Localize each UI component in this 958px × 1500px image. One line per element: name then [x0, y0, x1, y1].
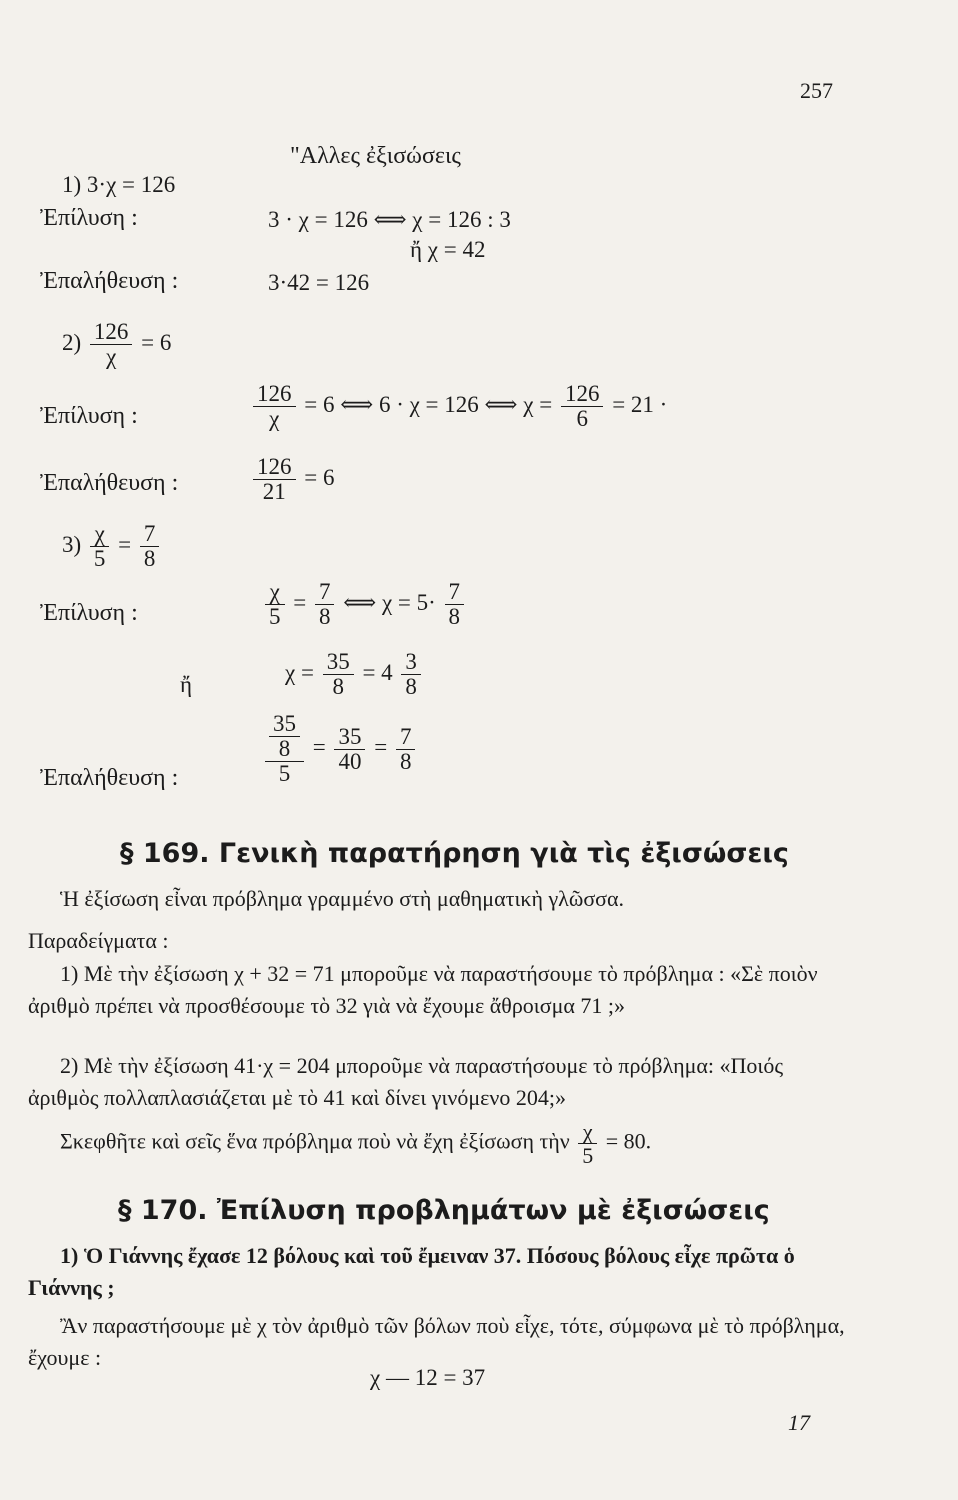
- ex2-solve-end: = 21 ·: [612, 391, 668, 417]
- ex2-solve-num: 126: [253, 382, 296, 407]
- ex1-verify: 3·42 = 126: [268, 270, 370, 295]
- footer-number: 17: [788, 1410, 810, 1435]
- section-heading: "Αλλες ἐξισώσεις: [290, 143, 461, 169]
- ex3-line2: [285, 650, 424, 699]
- ex3-equals: =: [118, 531, 132, 557]
- ex3-s-den3: 8: [448, 604, 461, 630]
- ex1-solve-line2: ἤ χ = 42: [410, 237, 486, 262]
- ex2-title: [62, 320, 171, 369]
- ex3-v-eq2: =: [374, 734, 388, 760]
- ex3-s-frac3: [445, 580, 465, 629]
- ex3-a-den: 5: [93, 546, 106, 572]
- ex3-l2-num2: 3: [401, 650, 421, 675]
- ex3-b-num: 7: [140, 522, 160, 547]
- ex3-l2-mid: = 4: [362, 659, 393, 685]
- think-end: = 80.: [605, 1128, 652, 1154]
- ex2-verify: [250, 455, 334, 504]
- ex3-frac-b: [140, 522, 160, 571]
- ex3-v-den3: 8: [399, 748, 412, 774]
- ex3-s-eq: =: [293, 589, 307, 615]
- section-170-title: § 170. Ἐπίλυση προβλημάτων μὲ ἐξισώσεις: [118, 1195, 770, 1226]
- ex1-title: 1) 3·χ = 126: [62, 172, 176, 197]
- section-169-title: § 169. Γενικὴ παρατήρηση γιὰ τὶς ἐξισώσεις: [120, 838, 789, 869]
- section-169-intro: Ἡ ἐξίσωση εἶναι πρόβλημα γραμμένο στὴ μαθηματικὴ γλῶσσα.: [60, 886, 625, 911]
- ex3-l2-frac2: [401, 650, 421, 699]
- ex3-s-frac2: [315, 580, 335, 629]
- ex1-solution-label: Ἐπίλυση :: [40, 205, 138, 231]
- example-item-2: 2) Μὲ τὴν ἐξίσωση 41·χ = 204 μποροῦμε νὰ παραστήσουμε τὸ πρόβλημα: «Ποιός ἀριθμὸς πολλαπλασιάζεται μὲ τὸ 41 καὶ δίνει γινόμενο 204;»: [28, 1053, 784, 1110]
- ex2-verify-num: 126: [253, 455, 296, 480]
- ex3-v-inner-num: 35: [269, 712, 300, 737]
- think-text: Σκεφθῆτε καὶ σεῖς ἕνα πρόβλημα ποὺ νὰ ἔχη ἐξίσωση τὴν: [60, 1128, 570, 1154]
- ex2-verify-end: = 6: [304, 464, 335, 490]
- think-num: χ: [578, 1120, 597, 1144]
- ex2-frac-num: 126: [90, 320, 133, 345]
- ex2-verify-den: 21: [262, 479, 286, 505]
- ex3-l2-den1: 8: [332, 674, 344, 700]
- example-item-1: 1) Μὲ τὴν ἐξίσωση χ + 32 = 71 μποροῦμε νὰ παραστήσουμε τὸ πρόβλημα : «Σὲ ποιὸν ἀριθμὸ πρέπει νὰ προσθέσουμε τὸ 32 γιὰ νὰ ἔχουμε ἄθροισμα 71 ;»: [28, 961, 818, 1018]
- ex3-verify: [262, 712, 418, 786]
- ex3-or: ἤ: [180, 672, 193, 697]
- ex2-number: 2): [62, 329, 82, 355]
- think-fraction: [578, 1120, 597, 1167]
- ex3-s-num1: χ: [265, 580, 285, 605]
- ex2-solve-mid: = 6 ⟺ 6 · χ = 126 ⟺ χ =: [304, 391, 553, 417]
- ex2-rhs: = 6: [141, 329, 172, 355]
- ex2-solve-frac2: [561, 382, 604, 431]
- ex3-frac-a: [90, 522, 110, 571]
- ex3-l2-frac1: [323, 650, 354, 699]
- ex3-verification-label: Ἐπαλήθευση :: [40, 765, 179, 791]
- ex2-solve-den: χ: [269, 406, 280, 432]
- ex3-l2-num1: 35: [323, 650, 354, 675]
- problem-1-equation: χ — 12 = 37: [370, 1365, 486, 1390]
- ex3-s-den2: 8: [318, 604, 331, 630]
- ex3-l2-den2: 8: [405, 674, 417, 700]
- examples-label: Παραδείγματα :: [28, 928, 169, 953]
- ex2-solve-frac: [253, 382, 296, 431]
- ex3-v-frac3: [396, 725, 416, 774]
- ex2-frac-den: χ: [106, 344, 117, 370]
- ex3-v-complex: [265, 712, 304, 786]
- ex3-v-num2: 35: [334, 725, 365, 750]
- ex3-number: 3): [62, 531, 82, 557]
- ex3-v-complex-den: 5: [278, 761, 291, 787]
- ex1-verification-label: Ἐπαλήθευση :: [40, 268, 179, 294]
- ex2-solve-den2: 6: [576, 406, 588, 432]
- problem-1-setup: Ἂν παραστήσουμε μὲ χ τὸν ἀριθμὸ τῶν βόλων ποὺ εἶχε, τότε, σύμφωνα μὲ τὸ πρόβλημα, ἔχουμε :: [28, 1313, 845, 1370]
- think-den: 5: [582, 1143, 594, 1169]
- ex3-s-num2: 7: [315, 580, 335, 605]
- ex3-v-den2: 40: [338, 748, 362, 774]
- ex2-verification-label: Ἐπαλήθευση :: [40, 470, 179, 496]
- ex3-title: [62, 522, 162, 571]
- ex3-solution-label: Ἐπίλυση :: [40, 600, 138, 626]
- problem-1: 1) Ὁ Γιάννης ἔχασε 12 βόλους καὶ τοῦ ἔμειναν 37. Πόσους βόλους εἶχε πρῶτα ὁ Γιάννης ;: [28, 1243, 795, 1300]
- ex2-solve: [250, 382, 667, 431]
- ex3-v-frac2: [334, 725, 365, 774]
- ex3-v-eq1: =: [312, 734, 326, 760]
- ex3-v-inner-den: 8: [278, 736, 291, 762]
- ex1-solve-line1: 3 · χ = 126 ⟺ χ = 126 : 3: [268, 207, 511, 232]
- think-prompt: [60, 1120, 651, 1167]
- ex3-s-frac1: [265, 580, 285, 629]
- ex2-solve-num2: 126: [561, 382, 604, 407]
- ex3-b-den: 8: [143, 546, 156, 572]
- ex3-l2-pre: χ =: [285, 659, 314, 685]
- page-number: 257: [800, 78, 833, 103]
- ex3-v-complex-num: [265, 712, 304, 762]
- ex3-s-mid: ⟺ χ = 5·: [343, 589, 436, 615]
- ex3-v-inner: [269, 712, 300, 761]
- ex2-fraction: [90, 320, 133, 369]
- ex3-solve: [262, 580, 467, 629]
- ex3-s-num3: 7: [445, 580, 465, 605]
- ex2-solution-label: Ἐπίλυση :: [40, 403, 138, 429]
- ex3-s-den1: 5: [269, 604, 281, 630]
- ex2-verify-frac: [253, 455, 296, 504]
- ex3-a-num: χ: [90, 522, 110, 547]
- ex3-v-num3: 7: [396, 725, 416, 750]
